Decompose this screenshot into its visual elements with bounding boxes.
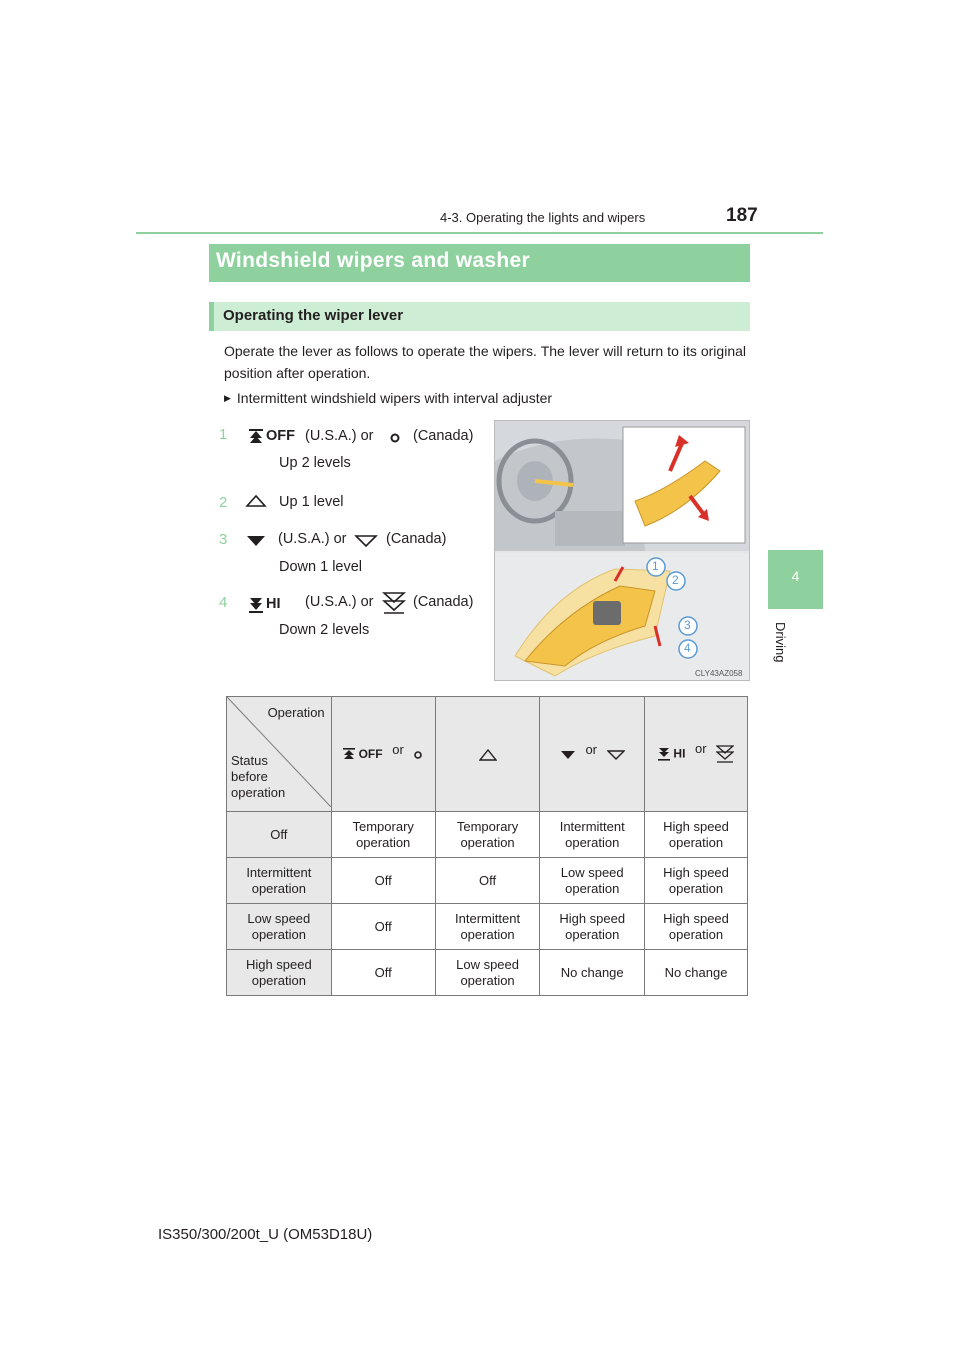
page-number: 187 bbox=[726, 205, 758, 226]
table-cell: Off bbox=[331, 904, 435, 950]
table-cell: No change bbox=[540, 950, 645, 996]
row-header: Off bbox=[227, 812, 332, 858]
chapter-label bbox=[770, 622, 794, 672]
header-or-2: or bbox=[585, 742, 597, 757]
up-one-icon bbox=[479, 749, 497, 761]
callout-2: 2 bbox=[672, 573, 679, 587]
footer-model: IS350/300/200t_U (OM53D18U) bbox=[158, 1226, 373, 1243]
position-2-desc: Up 1 level bbox=[279, 494, 344, 510]
intro-paragraph: Operate the lever as follows to operate the wipers. The lever will return to its original position after operation. bbox=[224, 343, 746, 381]
table-cell: Low speed operation bbox=[435, 950, 540, 996]
position-3-canada: (Canada) bbox=[386, 531, 447, 547]
table-row bbox=[227, 858, 748, 904]
header-rule bbox=[136, 232, 823, 234]
position-3-desc: Down 1 level bbox=[279, 559, 363, 575]
mist-off-icon bbox=[343, 748, 355, 762]
header-or-3: or bbox=[695, 741, 707, 757]
table-cell: Off bbox=[331, 858, 435, 904]
up-one-icon bbox=[245, 494, 267, 513]
table-cell: Temporary operation bbox=[331, 812, 435, 858]
table-row bbox=[227, 812, 748, 858]
wiper-lever-illustration bbox=[494, 420, 750, 681]
subtitle: Operating the wiper lever bbox=[223, 307, 404, 324]
table-cell: Off bbox=[331, 950, 435, 996]
header-down2 bbox=[645, 697, 748, 812]
table-cell: High speed operation bbox=[645, 904, 748, 950]
section-title: 4-3. Operating the lights and wipers bbox=[440, 210, 646, 225]
callout-1: 1 bbox=[652, 559, 659, 573]
table-cell: High speed operation bbox=[645, 858, 748, 904]
row-header: Low speed operation bbox=[227, 904, 332, 950]
header-down1 bbox=[540, 697, 645, 812]
position-1-desc: Up 2 levels bbox=[279, 455, 351, 471]
image-code: CLY43AZ058 bbox=[695, 669, 743, 678]
down-one-filled-icon bbox=[245, 534, 267, 553]
position-1-canada: (Canada) bbox=[413, 428, 474, 444]
position-4-canada: (Canada) bbox=[413, 594, 474, 610]
chapter-number: 4 bbox=[791, 568, 800, 584]
row-header: High speed operation bbox=[227, 950, 332, 996]
position-number-2: 2 bbox=[219, 494, 228, 511]
position-4-desc: Down 2 levels bbox=[279, 622, 370, 638]
off-label: OFF bbox=[266, 428, 295, 444]
corner-operation: Operation bbox=[267, 705, 325, 720]
table-cell: Intermittent operation bbox=[435, 904, 540, 950]
position-4-usa: (U.S.A.) or bbox=[305, 594, 374, 610]
callout-3: 3 bbox=[684, 618, 691, 632]
header-off: OFF bbox=[358, 747, 383, 761]
circle-off-icon bbox=[413, 750, 423, 760]
corner-status: Status before operation bbox=[231, 753, 286, 800]
position-3-usa: (U.S.A.) or bbox=[278, 531, 347, 547]
mist-off-icon bbox=[248, 428, 266, 451]
table-cell: Off bbox=[435, 858, 540, 904]
hi-down-icon bbox=[248, 596, 266, 619]
bullet-triangle-icon: ▶ bbox=[224, 393, 231, 403]
down-one-outline-icon bbox=[607, 750, 625, 760]
hi-label: HI bbox=[266, 596, 281, 612]
hi-down-icon bbox=[658, 747, 670, 761]
header-up1 bbox=[435, 697, 540, 812]
position-number-3: 3 bbox=[219, 531, 228, 548]
table-cell: Intermittent operation bbox=[540, 812, 645, 858]
circle-off-icon bbox=[389, 431, 401, 449]
header-or-1: or bbox=[392, 742, 404, 757]
table-cell: Low speed operation bbox=[540, 858, 645, 904]
chapter-label-text: Driving bbox=[773, 622, 788, 663]
row-header: Intermittent operation bbox=[227, 858, 332, 904]
down-one-filled-icon bbox=[560, 750, 576, 760]
bullet-text: Intermittent windshield wipers with interval adjuster bbox=[236, 390, 553, 406]
table-row bbox=[227, 904, 748, 950]
down-two-outline-icon bbox=[382, 591, 406, 620]
position-number-1: 1 bbox=[219, 426, 228, 443]
table-cell: No change bbox=[645, 950, 748, 996]
down-one-outline-icon bbox=[354, 534, 378, 553]
position-number-4: 4 bbox=[219, 594, 228, 611]
page-title: Windshield wipers and washer bbox=[216, 249, 530, 272]
table-corner-cell bbox=[227, 697, 332, 812]
wiper-operation-table bbox=[226, 696, 748, 996]
header-up2 bbox=[331, 697, 435, 812]
bullet-item bbox=[224, 390, 552, 406]
table-cell: High speed operation bbox=[645, 812, 748, 858]
position-1-usa: (U.S.A.) or bbox=[305, 428, 374, 444]
callout-4: 4 bbox=[684, 641, 691, 655]
header-hi: HI bbox=[673, 746, 686, 761]
table-row bbox=[227, 950, 748, 996]
down-two-outline-icon bbox=[716, 745, 734, 763]
table-cell: High speed operation bbox=[540, 904, 645, 950]
table-cell: Temporary operation bbox=[435, 812, 540, 858]
